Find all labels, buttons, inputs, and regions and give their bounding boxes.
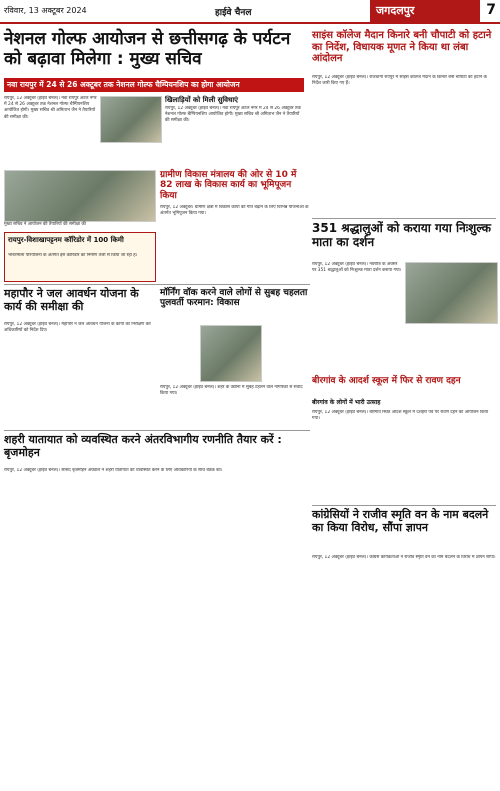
main-story-text-2: रायपुर, 12 अक्टूबर (हाईवे चैनल)। नवा रायपुर अटल नगर में 24 से 26 अक्टूबर तक नेशनल गोल्फ चैम्पियनशिप आयोजित होगी। मुख्य सचिव श्री अमिताभ जैन ने तैयारियों की समीक्षा की। [165,106,301,124]
shraddhalu-headline: 351 श्रद्धालुओं को कराया गया निःशुल्क माता का दर्शन [312,221,491,249]
photo-caption: मुख्य सचिव ने आयोजन की तैयारियों की समीक्षा की [4,222,86,227]
page-header [0,0,500,24]
main-story-text: रायपुर, 12 अक्टूबर (हाईवे चैनल)। नवा रायपुर अटल नगर में 24 से 26 अक्टूबर तक नेशनल गोल्फ चैम्पियनशिप आयोजित होगी। मुख्य सचिव श्री अमिताभ जैन ने तैयारियों की समीक्षा की। [4,96,97,120]
main-subhead: खिलाड़ियों को मिली सुविधाएं [165,96,239,104]
rule-4 [312,505,496,506]
village-headline: ग्रामीण विकास मंत्रालय की ओर से 10 में 82 लाख के विकास कार्य का भूमिपूजन किया [160,170,297,201]
village-text: रायपुर, 12 अक्टूबर। ग्रामीण क्षेत्रों में विकास कार्यों की गति बढ़ाने के लिए विभिन्न योजनाओं के अंतर्गत भूमिपूजन किया गया। [160,205,309,217]
rule-2 [312,218,496,219]
morning-walk-headline: मॉर्निंग वॉक करने वाले लोगों से सुबह चहलता पुलवर्ती फरमान: विकास [160,288,308,309]
shraddhalu-photo [405,262,498,324]
main-story-photo-2 [4,170,156,222]
traffic-headline: शहरी यातायात को व्यवस्थित करने अंतरविभागीय रणनीति तैयार करें : बृजमोहन [4,433,282,459]
congress-text: रायपुर, 12 अक्टूबर (हाईवे चैनल)। कांग्रेस कार्यकर्ताओं ने राजीव स्मृति वन का नाम बदलने के विरोध में ज्ञापन सौंपा। [312,555,496,560]
main-strip: नवा रायपुर में 24 से 26 अक्टूबर तक नेशनल गोल्फ चैम्पियनशिप का होगा आयोजन [4,78,304,92]
main-headline: नेशनल गोल्फ आयोजन से छत्तीसगढ़ के पर्यटन को बढ़ावा मिलेगा : मुख्य सचिव [4,29,291,69]
right-top-text: रायपुर, 12 अक्टूबर (हाईवे चैनल)। राजधानी रायपुर में साइंस कॉलेज मैदान के किनारे बनी चौपाटी को हटाने के निर्देश जारी किए गए हैं। [312,75,487,87]
mahapaur-headline: महापौर ने जल आवर्धन योजना के कार्य की समीक्षा की [4,287,139,313]
issue-date: रविवार, 13 अक्टूबर 2024 [4,6,87,15]
morning-walk-photo [200,325,262,382]
corridor-headline: रायपुर-विशाखापट्टनम कॉरिडोर में 100 किमी [8,236,124,244]
page-number: 7 [486,2,496,18]
newspaper-brand: हाईवे चैनल [215,8,252,18]
school-headline: बीरगांव के आदर्श स्कूल में फिर से रावण दहन [312,376,461,386]
corridor-box [4,232,156,282]
congress-headline: कांग्रेसियों ने राजीव स्मृति वन के नाम बदलने का किया विरोध, सौंपा ज्ञापन [312,508,489,534]
school-text: रायपुर, 12 अक्टूबर (हाईवे चैनल)। बीरगांव स्थित आदर्श स्कूल में दशहरा पर्व पर रावण दहन का आयोजन किया गया। [312,410,489,422]
rule-3 [4,430,310,431]
morning-walk-text: रायपुर, 12 अक्टूबर (हाईवे चैनल)। शहर के उद्यानों में सुबह टहलने वाले नागरिकों से संवाद किया गया। [160,385,303,397]
shraddhalu-text: रायपुर, 12 अक्टूबर (हाईवे चैनल)। नवरात्रि के अवसर पर 351 श्रद्धालुओं को निःशुल्क माता दर्शन कराया गया। [312,262,402,274]
main-story-photo [100,96,162,143]
corridor-text: भारतमाला परियोजना के अंतर्गत इस कॉरिडोर का निर्माण तेजी से किया जा रहा है। [8,253,138,258]
edition-city: जगदलपुर [370,0,480,22]
rule-1 [4,284,310,285]
traffic-text: रायपुर, 12 अक्टूबर (हाईवे चैनल)। सांसद बृजमोहन अग्रवाल ने शहरी यातायात को व्यवस्थित करने के लिए अधिकारियों के साथ बैठक की। [4,468,223,473]
mahapaur-text: रायपुर, 12 अक्टूबर (हाईवे चैनल)। महापौर ने जल आवर्धन योजना के कार्यों का निरीक्षण कर अधिकारियों को निर्देश दिए। [4,322,151,334]
right-top-headline: साइंस कॉलेज मैदान किनारे बनी चौपाटी को हटाने का निर्देश, विधायक मूणत ने किया था लंबा आंदोलन [312,30,492,64]
school-subhead: बीरगांव के लोगों में भारी उत्साह [312,399,381,406]
